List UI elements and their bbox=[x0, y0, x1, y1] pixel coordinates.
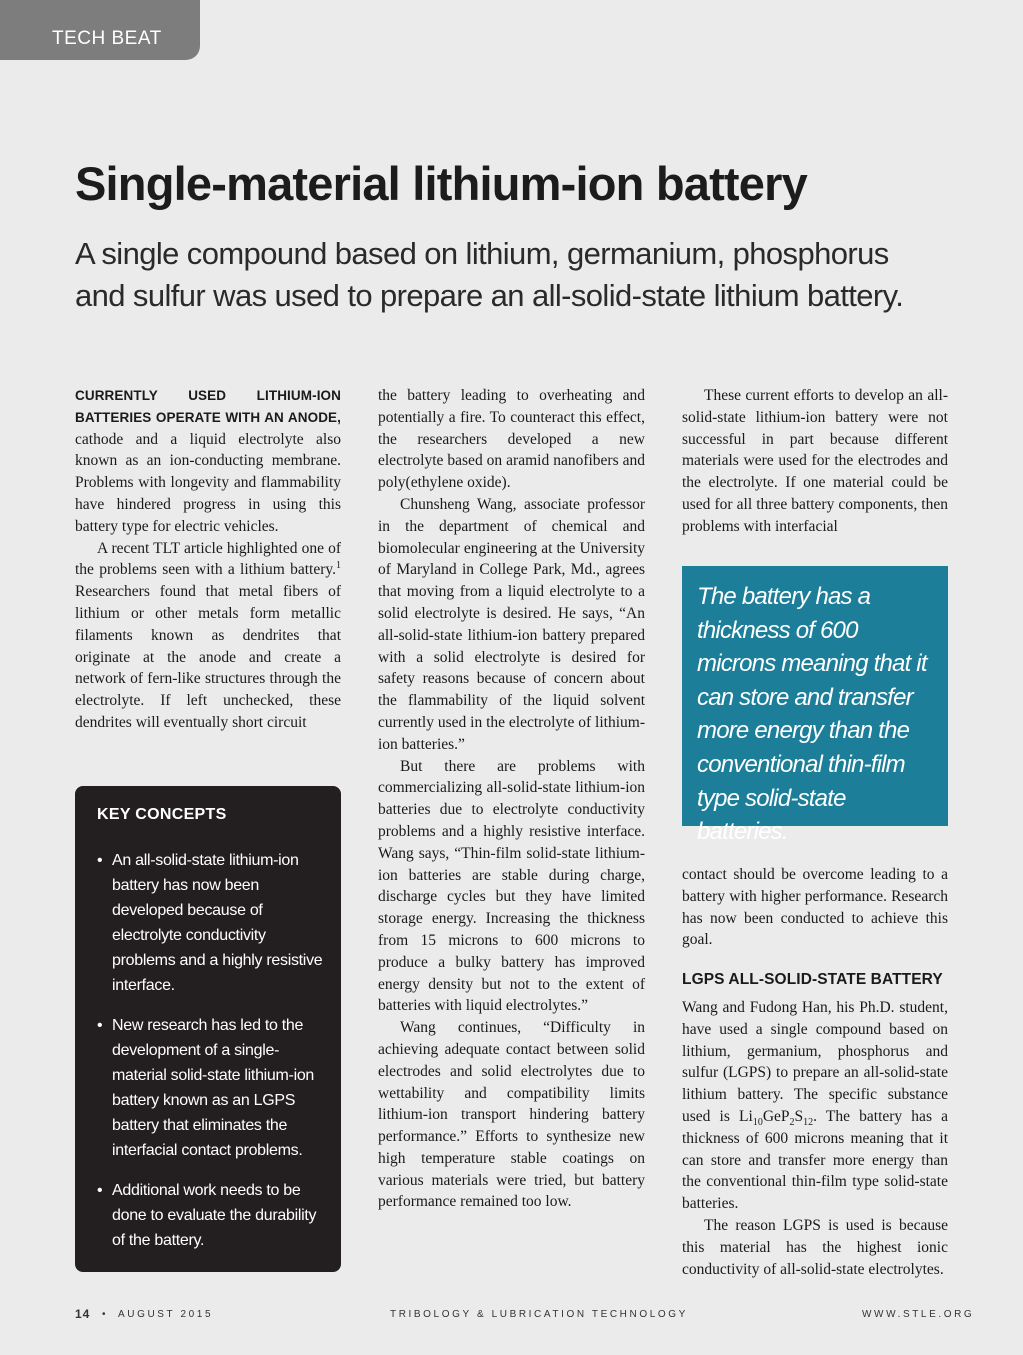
key-concepts-heading: KEY CONCEPTS bbox=[97, 806, 227, 823]
section-heading: LGPS ALL-SOLID-STATE BATTERY bbox=[682, 971, 943, 989]
formula-subscript: 2 bbox=[789, 1117, 795, 1129]
formula-subscript: 12 bbox=[803, 1117, 814, 1129]
paragraph-text: Researchers found that metal fibers of lithium or other metals form metallic filaments known as dendrites that originate at the anode and create a network of fern-like structures through the electrolyte. If left unchecked, these dendrites will eventually short circuit bbox=[75, 583, 341, 731]
formula-part: GeP bbox=[762, 1107, 790, 1125]
page-number: 14 bbox=[75, 1307, 91, 1321]
footer-separator: • bbox=[102, 1309, 109, 1320]
section-tab bbox=[0, 0, 200, 60]
paragraph-text: A recent TLT article highlighted one of the problems seen with a lithium battery. bbox=[75, 539, 341, 579]
lead-in: CURRENTLY USED LITHIUM-ION BATTERIES OPERATE WITH AN ANODE, bbox=[75, 388, 341, 425]
issue-date: AUGUST 2015 bbox=[118, 1309, 214, 1320]
paragraph bbox=[682, 997, 948, 1215]
paragraph-text: Wang and Fudong Han, his Ph.D. student, have used a single compound based on lithium, germanium, phosphorus and sulfur (LGPS) to prepare an all-solid-state lithium battery. The specific substance used is bbox=[682, 998, 948, 1125]
paragraph: Wang continues, “Difficulty in achieving adequate contact between solid electrodes and solid electrolytes due to wettability and compatibility limits lithium-ion transport hindering battery performance.” Efforts to synthesize new high temperature stable coatings on various materials were tried, but battery performance remained too low. bbox=[378, 1019, 645, 1211]
text-column-1 bbox=[75, 385, 341, 734]
article-subtitle: A single compound based on lithium, germanium, phosphorus and sulfur was used to prepare an all-solid-state lithium battery. bbox=[75, 236, 904, 313]
paragraph: contact should be overcome leading to a battery with higher performance. Research has now been conducted to achieve this goal. bbox=[682, 866, 948, 949]
list-item: • Additional work needs to be done to evaluate the durability of the battery. bbox=[97, 1178, 323, 1253]
paragraph: Chunsheng Wang, associate professor in the department of chemical and biomolecular engineering at the University of Maryland in College Park, Md., agrees that moving from a liquid electrolyte to a solid electrolyte is desired. He says, “An all-solid-state lithium-ion battery prepared with a solid electrolyte is desired for safety reasons because of concern about the flammability of the liquid solvent currently used in the electrolyte of lithium-ion batteries.” bbox=[378, 495, 645, 753]
paragraph bbox=[75, 385, 341, 538]
list-item: • New research has led to the development of a single-material solid-state lithium-ion battery known as an LGPS battery that eliminates the interfacial contact problems. bbox=[97, 1013, 323, 1163]
paragraph: the battery leading to overheating and potentially a fire. To counteract this effect, the researchers developed a new electrolyte based on aramid nanofibers and poly(ethylene oxide). bbox=[378, 387, 645, 492]
list-item: • An all-solid-state lithium-ion battery has now been developed because of electrolyte conductivity problems and a highly resistive interface. bbox=[97, 848, 323, 998]
reference-marker: 1 bbox=[336, 560, 341, 572]
paragraph: These current efforts to develop an all-solid-state lithium-ion battery were not successful in part because different materials were used for the electrodes and the electrolyte. If one material could be used for all three battery components, then problems with interfacial bbox=[682, 387, 948, 535]
key-concepts-box bbox=[75, 786, 341, 1272]
article-title: Single-material lithium-ion battery bbox=[75, 157, 807, 210]
formula-part: . bbox=[813, 1107, 818, 1125]
text-column-2 bbox=[378, 385, 645, 1213]
formula-part: S bbox=[794, 1107, 804, 1125]
formula-subscript: 10 bbox=[752, 1117, 763, 1129]
paragraph bbox=[75, 538, 341, 734]
text-column-3-bottom bbox=[682, 864, 948, 1280]
paragraph: But there are problems with commercializing all-solid-state lithium-ion batteries due to electrolyte conductivity problems and a highly resistive interface. Wang says, “Thin-film solid-state lithium-ion batteries are stable during charge, discharge cycles but they have limited storage energy. Increasing the thickness from 15 microns to 600 microns to produce a bulky battery has improved energy density but not to the extent of batteries with liquid electrolytes.” bbox=[378, 757, 645, 1015]
paragraph-text: cathode and a liquid electrolyte also known as an ion-conducting membrane. Problems with longevity and flammability have hindered progress in using this battery type for electric vehicles. bbox=[75, 430, 341, 535]
text-column-3-top bbox=[682, 385, 948, 538]
key-concepts-list bbox=[97, 848, 323, 1253]
website-url: WWW.STLE.ORG bbox=[862, 1309, 975, 1320]
section-tab-label: TECH BEAT bbox=[52, 28, 162, 49]
paragraph: The reason LGPS is used is because this material has the highest ionic conductivity of all-solid-state electrolytes. bbox=[682, 1216, 948, 1278]
publication-name: TRIBOLOGY & LUBRICATION TECHNOLOGY bbox=[390, 1309, 688, 1320]
pull-quote: The battery has a thickness of 600 microns meaning that it can store and transfer more energy than the conventional thin-film type solid-state batteries. bbox=[682, 566, 948, 826]
paragraph-text: The battery has a thickness of 600 microns meaning that it can store and transfer more energy than the conventional thin-film type solid-state batteries. bbox=[682, 1107, 948, 1213]
chemical-formula bbox=[739, 1107, 818, 1129]
formula-part: Li bbox=[739, 1107, 753, 1125]
